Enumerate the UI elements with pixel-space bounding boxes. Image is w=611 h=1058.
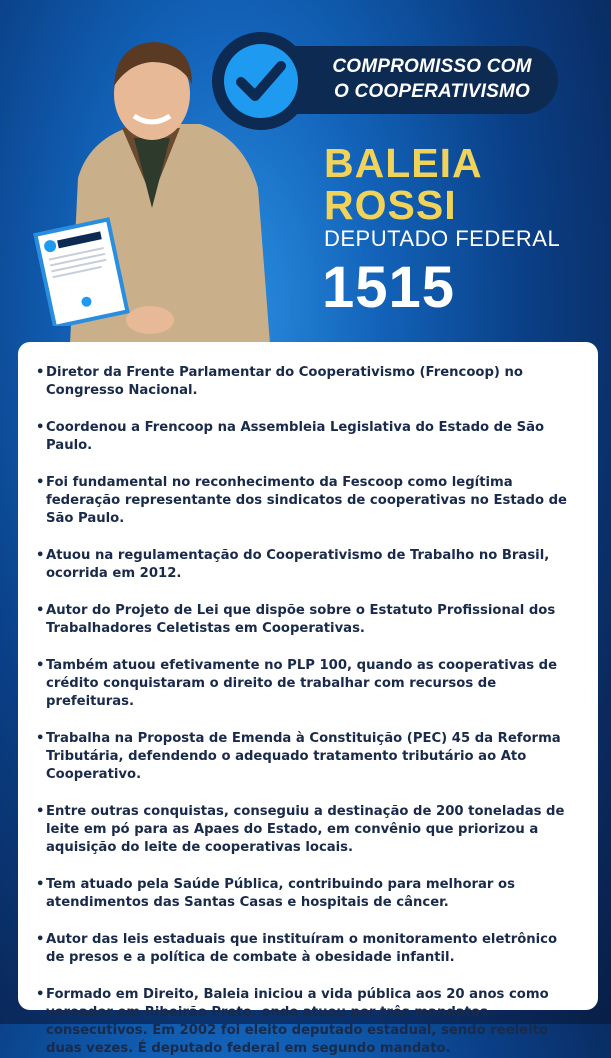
badge-text [312,54,552,104]
list-item: • Autor das leis estaduais que instituíram o monitoramento eletrônico de presos e a política de combate à obesidade infantil. [36,931,576,967]
candidate-number: 1515 [322,255,456,320]
list-item: • Foi fundamental no reconhecimento da Fescoop como legítima federação representante dos sindicatos de cooperativas no Estado de São Paulo. [36,474,576,528]
commitment-badge [212,32,566,130]
candidate-role: DEPUTADO FEDERAL [324,226,561,251]
list-item: • Formado em Direito, Baleia iniciou a vida pública aos 20 anos como vereador em Ribeirão Preto, onde atuou por três mandatos consecutivos. Em 2002 foi eleito deputado estadual, sendo reeleito duas vezes. É deputado federal em segundo mandato. [36,986,576,1058]
list-item: • Trabalha na Proposta de Emenda à Constituição (PEC) 45 da Reforma Tributária, defendendo o adequado tratamento tributário ao Ato Cooperativo. [36,730,576,784]
list-item: • Atuou na regulamentação do Cooperativismo de Trabalho no Brasil, ocorrida em 2012. [36,547,576,583]
candidate-first-name: BALEIA [324,140,483,186]
candidate-name [324,142,483,226]
list-item: • Tem atuado pela Saúde Pública, contribuindo para melhorar os atendimentos das Santas Casas e hospitais de câncer. [36,876,576,912]
list-item: • Autor do Projeto de Lei que dispõe sobre o Estatuto Profissional dos Trabalhadores Celetistas em Cooperativas. [36,602,576,638]
badge-line-2: O COOPERATIVISMO [333,81,531,102]
list-item: • Diretor da Frente Parlamentar do Cooperativismo (Frencoop) no Congresso Nacional. [36,364,576,400]
badge-line-1: COMPROMISSO COM [332,56,532,77]
achievements-list [18,342,598,1058]
list-item: • Entre outras conquistas, conseguiu a destinação de 200 toneladas de leite em pó para as Apaes do Estado, em convênio que priorizou a aquisição do leite de cooperativas locais. [36,803,576,857]
achievements-card [18,342,598,1056]
checkmark-icon [224,44,298,118]
candidate-last-name: ROSSI [324,182,457,228]
list-item: • Também atuou efetivamente no PLP 100, quando as cooperativas de crédito conquistaram o direito de trabalhar com recursos de prefeituras. [36,657,576,711]
certificate-document [32,216,132,326]
badge-circle [212,32,310,130]
list-item: • Coordenou a Frencoop na Assembleia Legislativa do Estado de São Paulo. [36,419,576,455]
